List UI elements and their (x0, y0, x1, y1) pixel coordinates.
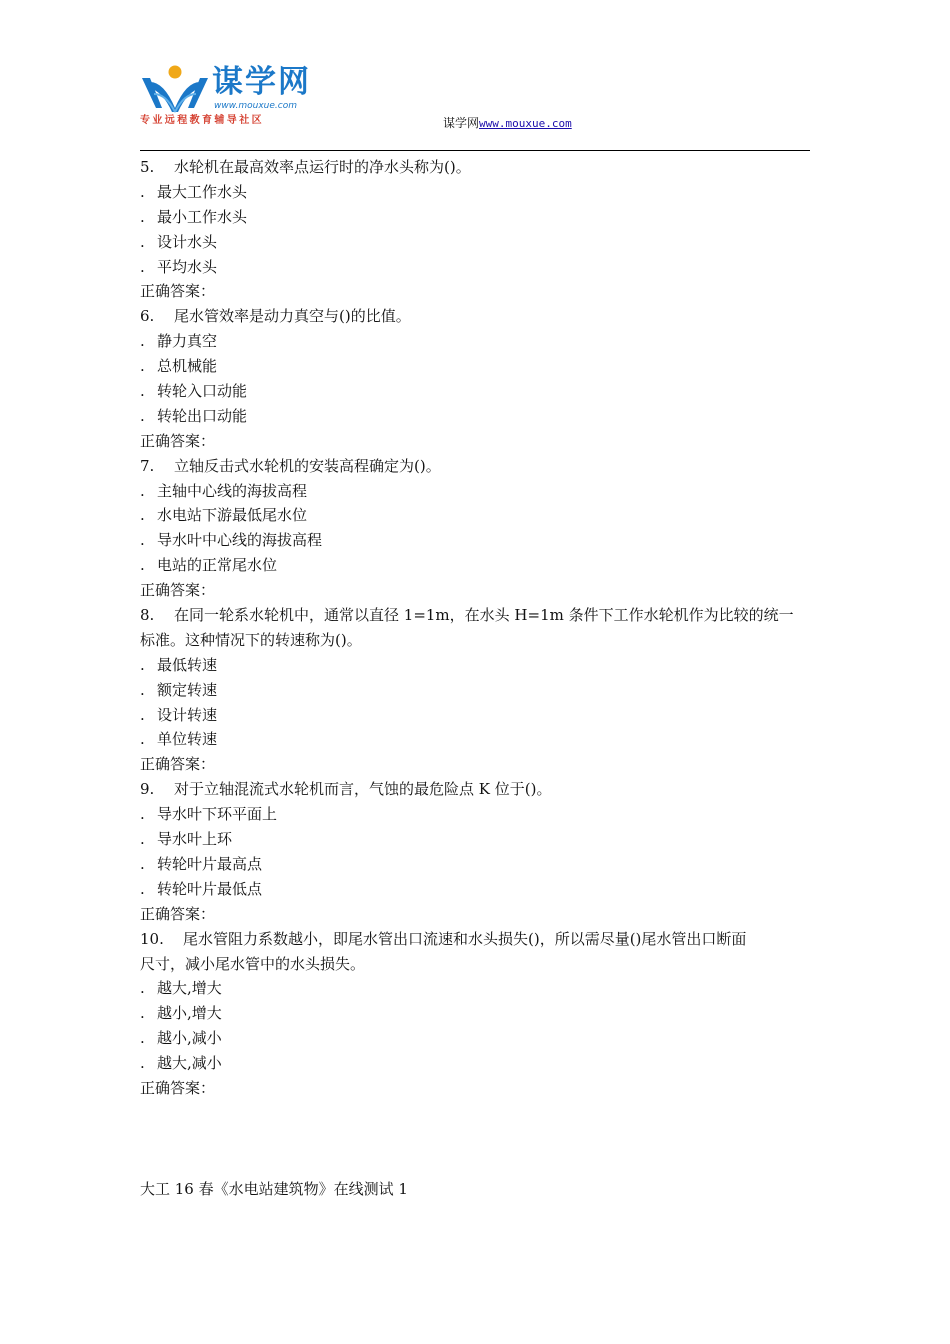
option-text: 总机械能 (157, 357, 218, 376)
option-item[interactable] (140, 205, 812, 230)
question-5 (140, 155, 812, 180)
option-marker: . (140, 1054, 145, 1073)
question-text: 对于立轴混流式水轮机而言，气蚀的最危险点 K 位于()。 (174, 780, 552, 799)
option-text: 单位转速 (157, 730, 218, 749)
question-number: 6. (140, 307, 155, 326)
question-9 (140, 777, 812, 802)
logo-text: 谋学网 (212, 64, 311, 100)
option-text: 静力真空 (157, 332, 218, 351)
option-item[interactable] (140, 379, 812, 404)
option-marker: . (140, 655, 145, 674)
header-divider (140, 150, 810, 151)
question-number: 5. (140, 158, 155, 176)
option-marker: . (140, 979, 145, 998)
option-marker: . (140, 680, 145, 699)
option-text: 额定转速 (157, 680, 218, 699)
question-7 (140, 454, 812, 479)
option-text: 主轴中心线的海拔高程 (157, 481, 308, 500)
option-item[interactable] (140, 1026, 812, 1051)
header-site (443, 114, 572, 133)
question-text: 尾水管效率是动力真空与()的比值。 (174, 307, 411, 326)
answer-label: 正确答案： (140, 431, 216, 450)
question-text-continued: 标准。这种情况下的转速称为()。 (140, 630, 362, 649)
option-item[interactable] (140, 976, 812, 1001)
mouxue-logo (140, 64, 330, 130)
option-marker: . (140, 332, 145, 351)
option-text: 转轮叶片最低点 (157, 879, 263, 898)
option-item[interactable] (140, 703, 812, 728)
answer-label: 正确答案： (140, 755, 216, 774)
question-number: 9. (140, 780, 155, 799)
option-marker: . (140, 830, 145, 849)
option-text: 设计转速 (157, 705, 218, 724)
option-item[interactable] (140, 503, 812, 528)
option-marker: . (140, 182, 145, 201)
option-item[interactable] (140, 553, 812, 578)
option-text: 越大,增大 (157, 979, 222, 998)
option-marker: . (140, 556, 145, 575)
option-item[interactable] (140, 877, 812, 902)
option-text: 导水叶上环 (157, 830, 233, 849)
question-number: 7. (140, 456, 155, 475)
option-marker: . (140, 1004, 145, 1023)
option-marker: . (140, 506, 145, 525)
option-text: 转轮叶片最高点 (157, 854, 263, 873)
question-text: 水轮机在最高效率点运行时的净水头称为()。 (174, 158, 471, 176)
answer-label: 正确答案： (140, 1078, 216, 1097)
option-text: 平均水头 (157, 257, 218, 276)
option-text: 越小,增大 (157, 1004, 222, 1023)
option-marker: . (140, 705, 145, 724)
option-text: 设计水头 (157, 232, 218, 251)
option-item[interactable] (140, 479, 812, 504)
option-marker: . (140, 879, 145, 898)
option-text: 转轮入口动能 (157, 382, 248, 401)
option-item[interactable] (140, 653, 812, 678)
site-link[interactable]: www.mouxue.com (479, 117, 572, 130)
option-item[interactable] (140, 354, 812, 379)
question-number: 10. (140, 929, 164, 948)
question-6 (140, 304, 812, 329)
option-item[interactable] (140, 727, 812, 752)
option-item[interactable] (140, 528, 812, 553)
option-item[interactable] (140, 802, 812, 827)
option-text: 导水叶下环平面上 (157, 805, 278, 824)
option-item[interactable] (140, 852, 812, 877)
question-10 (140, 927, 812, 952)
option-item[interactable] (140, 255, 812, 280)
option-item[interactable] (140, 827, 812, 852)
option-text: 最小工作水头 (157, 207, 248, 226)
option-text: 水电站下游最低尾水位 (157, 506, 308, 525)
option-marker: . (140, 481, 145, 500)
question-text: 立轴反击式水轮机的安装高程确定为()。 (174, 456, 441, 475)
question-list (140, 155, 812, 1101)
option-item[interactable] (140, 404, 812, 429)
option-item[interactable] (140, 1051, 812, 1076)
option-item[interactable] (140, 329, 812, 354)
option-text: 电站的正常尾水位 (157, 556, 278, 575)
option-marker: . (140, 207, 145, 226)
site-name: 谋学网 (443, 116, 480, 130)
option-item[interactable] (140, 678, 812, 703)
option-marker: . (140, 854, 145, 873)
option-marker: . (140, 357, 145, 376)
answer-label: 正确答案： (140, 282, 216, 301)
option-text: 最大工作水头 (157, 182, 248, 201)
option-text: 越大,减小 (157, 1054, 222, 1073)
question-text: 尾水管阻力系数越小，即尾水管出口流速和水头损失()，所以需尽量()尾水管出口断面 (183, 929, 747, 948)
option-marker: . (140, 257, 145, 276)
option-marker: . (140, 232, 145, 251)
option-item[interactable] (140, 1001, 812, 1026)
option-text: 导水叶中心线的海拔高程 (157, 531, 323, 550)
option-text: 越小,减小 (157, 1029, 222, 1048)
question-text-continued: 尺寸，减小尾水管中的水头损失。 (140, 954, 366, 973)
option-text: 转轮出口动能 (157, 406, 248, 425)
option-marker: . (140, 1029, 145, 1048)
option-marker: . (140, 382, 145, 401)
option-item[interactable] (140, 230, 812, 255)
question-number: 8. (140, 606, 155, 625)
option-marker: . (140, 531, 145, 550)
logo-slogan: 专业远程教育辅导社区 (140, 115, 264, 126)
answer-label: 正确答案： (140, 904, 216, 923)
logo-book-icon (140, 64, 210, 116)
answer-label: 正确答案： (140, 581, 216, 600)
option-marker: . (140, 730, 145, 749)
option-marker: . (140, 406, 145, 425)
option-marker: . (140, 805, 145, 824)
logo-url: www.mouxue.com (214, 101, 297, 111)
document-title: 大工 16 春《水电站建筑物》在线测试 1 (140, 1180, 408, 1198)
question-8 (140, 603, 812, 628)
option-item[interactable] (140, 180, 812, 205)
option-text: 最低转速 (157, 655, 218, 674)
question-text: 在同一轮系水轮机中，通常以直径 1=1m，在水头 H=1m 条件下工作水轮机作为比较的统一 (174, 606, 794, 625)
